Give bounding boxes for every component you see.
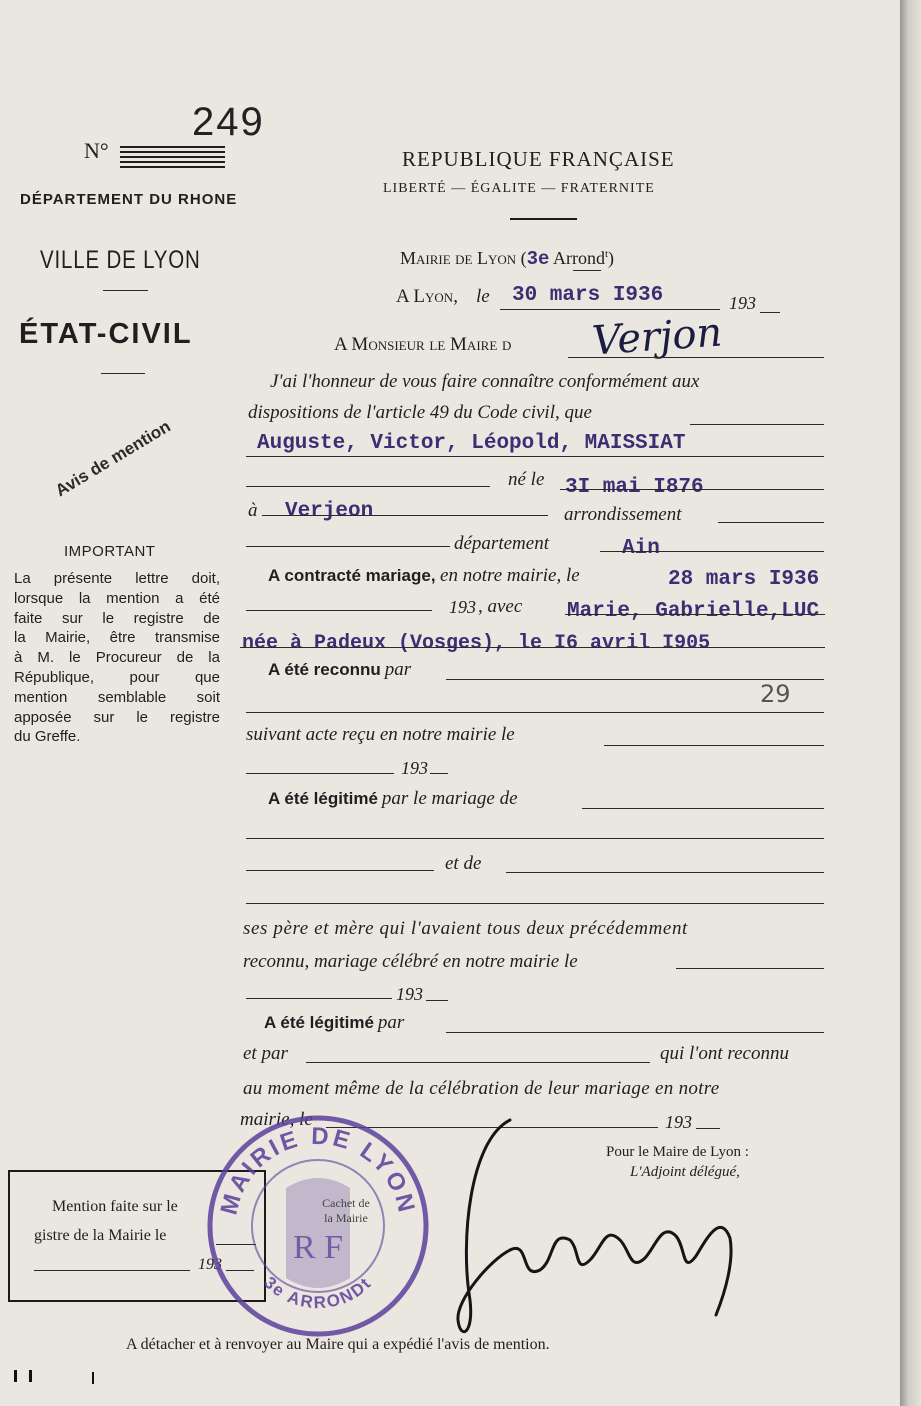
born-label: né le <box>508 469 545 490</box>
seal-inner-text: Cachet de la Mairie <box>322 1196 370 1225</box>
fill-line <box>430 773 448 774</box>
avec-label: , avec <box>478 596 523 617</box>
fill-line <box>246 486 490 487</box>
republic-title: REPUBLIQUE FRANÇAISE <box>402 147 675 171</box>
married-bold: A contracté mariage, <box>268 566 436 585</box>
moment-line: au moment même de la célébration de leur mariage en notre <box>243 1078 720 1099</box>
fill-line <box>240 647 825 648</box>
important-line: la Mairie, être transmise <box>14 629 220 647</box>
fill-line <box>500 309 720 310</box>
fill-line <box>246 838 824 839</box>
married-italic: en notre mairie, le <box>440 565 580 586</box>
marriage-line <box>268 565 580 587</box>
fill-line <box>246 870 434 871</box>
addressee-handwritten: Verjon <box>590 309 724 365</box>
fill-line <box>34 1270 190 1271</box>
fill-line <box>565 614 825 615</box>
mairie-suffix: Arrond <box>552 248 605 268</box>
coupon-year: 193 <box>198 1256 222 1273</box>
fill-line <box>246 712 824 713</box>
intro-line-2: dispositions de l'article 49 du Code civil, que <box>248 402 592 423</box>
important-line: faite sur le registre de <box>14 609 220 627</box>
department-label: DÉPARTEMENT DU RHONE <box>20 191 238 208</box>
handwritten-signature <box>430 1100 750 1350</box>
number-label: N° <box>84 138 109 163</box>
year-print: 193 <box>665 1112 692 1132</box>
number-value: 249 <box>192 100 265 144</box>
fill-line <box>506 872 824 873</box>
spouse-name: Marie, Gabrielle,LUC <box>567 600 820 623</box>
important-line: apposée sur le registre <box>14 708 220 726</box>
year-print: 193 <box>396 984 423 1004</box>
fill-line <box>426 1000 448 1001</box>
fill-line <box>262 515 548 516</box>
qui-ont-label: qui l'ont reconnu <box>660 1043 789 1064</box>
legitime2-line <box>264 1012 404 1034</box>
seal-top-text: MAIRIE DE LYON <box>215 1122 421 1218</box>
fill-line <box>246 903 824 904</box>
mairie-seal <box>200 1108 436 1344</box>
legitime-italic: par le mariage de <box>381 788 518 809</box>
fill-line <box>690 424 824 425</box>
footer-mark <box>92 1372 94 1384</box>
mairie-line <box>400 248 614 270</box>
etat-civil-label: ÉTAT-CIVIL <box>19 318 193 350</box>
fill-line <box>568 357 824 358</box>
fill-line <box>446 1032 824 1033</box>
parents-line-2: reconnu, mariage célébré en notre mairie le <box>243 951 578 972</box>
fill-line <box>718 522 824 523</box>
place-prefix: A Lyon, <box>396 286 458 307</box>
mairie-prefix: Mairie de Lyon ( <box>400 248 527 268</box>
departement-value: Ain <box>622 537 660 560</box>
detach-instruction: A détacher et à renvoyer au Maire qui a expédié l'avis de mention. <box>126 1336 550 1353</box>
fill-line <box>573 270 601 271</box>
important-line: à M. le Procureur de la <box>14 649 220 667</box>
mairie-close: ) <box>608 248 615 268</box>
important-line: République, pour que <box>14 669 220 686</box>
year-print: 193 <box>729 293 756 313</box>
margin-note: 29 <box>760 680 791 708</box>
fill-line <box>560 489 824 490</box>
city-label: VILLE DE LYON <box>40 246 201 274</box>
important-line: lorsque la mention a été <box>14 589 220 607</box>
birth-date: 3I mai I876 <box>565 476 704 499</box>
seal-letters: R F <box>292 1229 344 1266</box>
legitime2-bold: A été légitimé <box>264 1013 374 1032</box>
intro-line-1: J'ai l'honneur de vous faire connaître conformément aux <box>270 371 700 392</box>
important-line: La présente lettre doit, <box>14 570 220 587</box>
footer-mark <box>14 1370 32 1382</box>
person-name: Auguste, Victor, Léopold, MAISSIAT <box>257 432 686 455</box>
departement-label: département <box>454 533 549 554</box>
place-le: le <box>476 286 490 307</box>
signature-role: L'Adjoint délégué, <box>630 1164 740 1180</box>
fill-line <box>246 773 394 774</box>
arrondissement-number: 3e <box>526 248 550 270</box>
et-par-label: et par <box>243 1043 288 1064</box>
signature-title: Pour le Maire de Lyon : <box>606 1144 749 1160</box>
fill-line <box>246 546 450 547</box>
birthplace: Verjeon <box>285 500 374 523</box>
marriage-date: 28 mars I936 <box>668 568 820 591</box>
letter-date: 30 mars I936 <box>512 284 664 307</box>
legitime2-italic: par <box>377 1012 405 1033</box>
fill-line <box>246 998 392 999</box>
fill-line <box>600 551 824 552</box>
fill-line <box>676 968 824 969</box>
motto: LIBERTÉ — ÉGALITE — FRATERNITE <box>383 181 655 196</box>
important-line: du Greffe. <box>14 728 81 746</box>
fill-line <box>582 808 824 809</box>
arrondissement-label: arrondissement <box>564 504 682 525</box>
sheet-edge <box>900 0 921 1406</box>
fill-line <box>760 312 780 313</box>
divider <box>510 218 577 220</box>
coupon-line-2: gistre de la Mairie le <box>34 1227 167 1244</box>
reconnu-italic: par <box>384 659 412 680</box>
legitime-bold: A été légitimé <box>268 789 378 808</box>
fill-line <box>306 1062 650 1063</box>
legitime-line <box>268 788 518 810</box>
et-de-label: et de <box>445 853 482 874</box>
suivant-label: suivant acte reçu en notre mairie le <box>246 724 515 745</box>
number-lines <box>120 146 225 168</box>
spouse-birth: née à Padeux (Vosges), le I6 avril I905 <box>242 632 711 655</box>
avis-mention-stamp: Avis de mention <box>52 416 174 501</box>
coupon-line-1: Mention faite sur le <box>52 1198 178 1215</box>
year-print: 193 <box>401 758 428 778</box>
mairie-le-label: mairie, le <box>240 1109 313 1130</box>
fill-line <box>604 745 824 746</box>
seal-bottom-text: 3e ARRONDt <box>260 1272 376 1313</box>
reconnu-bold: A été reconnu <box>268 660 381 679</box>
reconnu-line <box>268 659 411 681</box>
divider <box>103 290 148 291</box>
important-line: mention semblable soit <box>14 688 220 706</box>
fill-line <box>246 610 432 611</box>
divider <box>101 373 145 374</box>
mairie-sup: t <box>604 248 609 260</box>
important-title: IMPORTANT <box>64 543 156 560</box>
parents-line-1: ses père et mère qui l'avaient tous deux précédemment <box>243 918 688 939</box>
year-print: 193 <box>449 597 476 617</box>
at-label: à <box>248 500 258 521</box>
fill-line <box>246 456 824 457</box>
addressee-label: A Monsieur le Maire d <box>334 334 512 355</box>
